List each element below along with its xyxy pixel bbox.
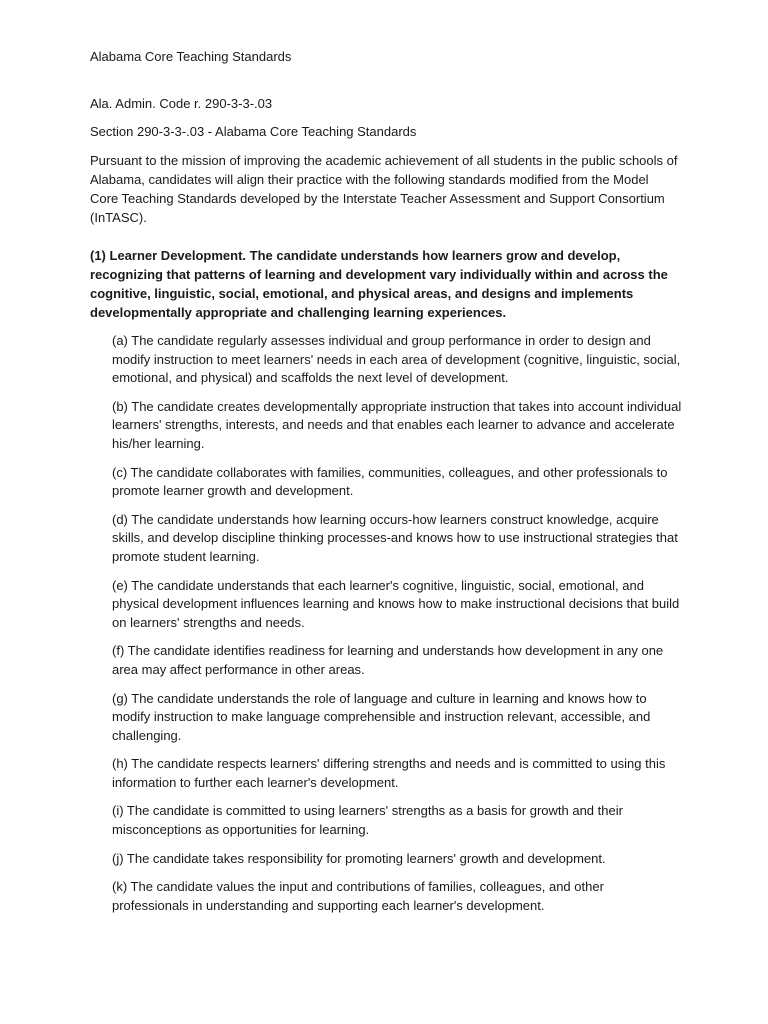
section-heading: Section 290-3-3-.03 - Alabama Core Teaching Standards [90,124,417,139]
list-item: (h) The candidate respects learners' differing strengths and needs and is committed to using this information to further each learner's development. [112,756,666,790]
admin-code: Ala. Admin. Code r. 290-3-3-.03 [90,96,273,111]
list-item: (i) The candidate is committed to using learners' strengths as a basis for growth and their misconceptions as opportunities for learning. [112,803,623,838]
list-item: (k) The candidate values the input and contributions of families, colleagues, and other professionals in understanding and supporting each learner's development. [112,879,604,913]
standard-heading: (1) Learner Development. The candidate understands how learners grow and develop, recognizing that patterns of learning and development vary individually within and across the cognitive, linguistic, social, emotional, and physical areas, and designs and implements developmentally appropriate and challenging learning experiences. [90,248,668,320]
document-title: Alabama Core Teaching Standards [90,49,292,64]
list-item: (j) The candidate takes responsibility for promoting learners' growth and development. [112,850,606,866]
standard-items-list [112,332,682,925]
list-item: (d) The candidate understands how learning occurs-how learners construct knowledge, acquire skills, and develop discipline thinking processes-and knows how to use instructional strategies that promote student learning. [112,511,678,564]
list-item: (b) The candidate creates developmentally appropriate instruction that takes into account individual learners' strengths, interests, and needs and that enables each learner to advance and accelerate his/her learning. [112,398,682,451]
intro-paragraph: Pursuant to the mission of improving the academic achievement of all students in the public schools of Alabama, candidates will align their practice with the following standards modified from the Model Core Teaching Standards developed by the Interstate Teacher Assessment and Support Consortium (InTASC). [90,153,678,225]
list-item: (f) The candidate identifies readiness for learning and understands how development in any one area may affect performance in other areas. [112,643,664,677]
list-item: (a) The candidate regularly assesses individual and group performance in order to design and modify instruction to meet learners' needs in each area of development (cognitive, linguistic, social, emotional, and physical) and scaffolds the next level of development. [112,333,681,386]
list-item: (c) The candidate collaborates with families, communities, colleagues, and other professionals to promote learner growth and development. [112,464,668,499]
list-item: (g) The candidate understands the role of language and culture in learning and knows how to modify instruction to make language comprehensible and instruction relevant, accessible, and challenging. [112,690,651,743]
list-item: (e) The candidate understands that each learner's cognitive, linguistic, social, emotional, and physical development influences learning and knows how to make instructional decisions that build on learners' strengths and needs. [112,577,680,630]
